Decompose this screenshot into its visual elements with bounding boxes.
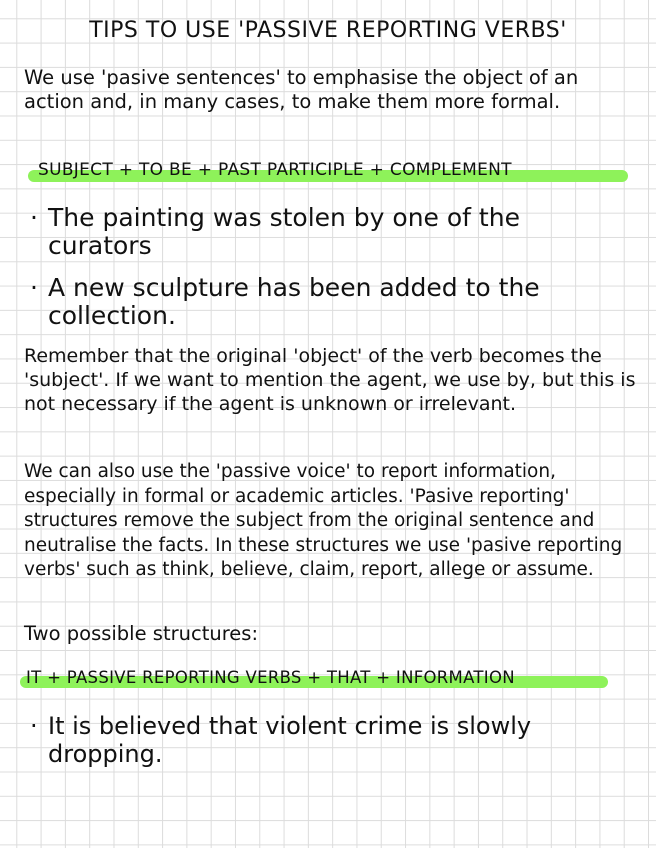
example-1-item xyxy=(30,204,630,260)
example-3-item xyxy=(30,712,630,768)
bullet-dot: · xyxy=(30,712,38,740)
example-2-text: A new sculpture has been added to the collection. xyxy=(48,273,540,330)
page-title: TIPS TO USE 'PASSIVE REPORTING VERBS' xyxy=(89,18,567,43)
structure-1-formula: SUBJECT + TO BE + PAST PARTICIPLE + COMPLEMENT xyxy=(38,160,512,180)
example-1-text: The painting was stolen by one of the curators xyxy=(48,203,520,260)
bullet-dot: · xyxy=(30,273,38,302)
structure-2-formula: IT + PASSIVE REPORTING VERBS + THAT + INFORMATION xyxy=(26,668,515,687)
example-2-item xyxy=(30,274,630,330)
remember-paragraph: Remember that the original 'object' of the verb becomes the 'subject'. If we want to mention the agent, we use by, but this is not necessary if the agent is unknown or irrelevant. xyxy=(24,345,636,415)
intro-paragraph: We use 'pasive sentences' to emphasise the object of an action and, in many cases, to make them more formal. xyxy=(24,66,579,113)
example-3-text: It is believed that violent crime is slowly dropping. xyxy=(48,712,532,768)
bullet-dot: · xyxy=(30,203,38,232)
two-structures-heading: Two possible structures: xyxy=(24,622,259,645)
passive-reporting-paragraph: We can also use the 'passive voice' to report information, especially in formal or academic articles. 'Pasive reporting' structures remove the subject from the original sentence and neutralise the facts. In these structures we use 'pasive reporting verbs' such as think, believe, claim, report, allege or assume. xyxy=(24,461,623,580)
